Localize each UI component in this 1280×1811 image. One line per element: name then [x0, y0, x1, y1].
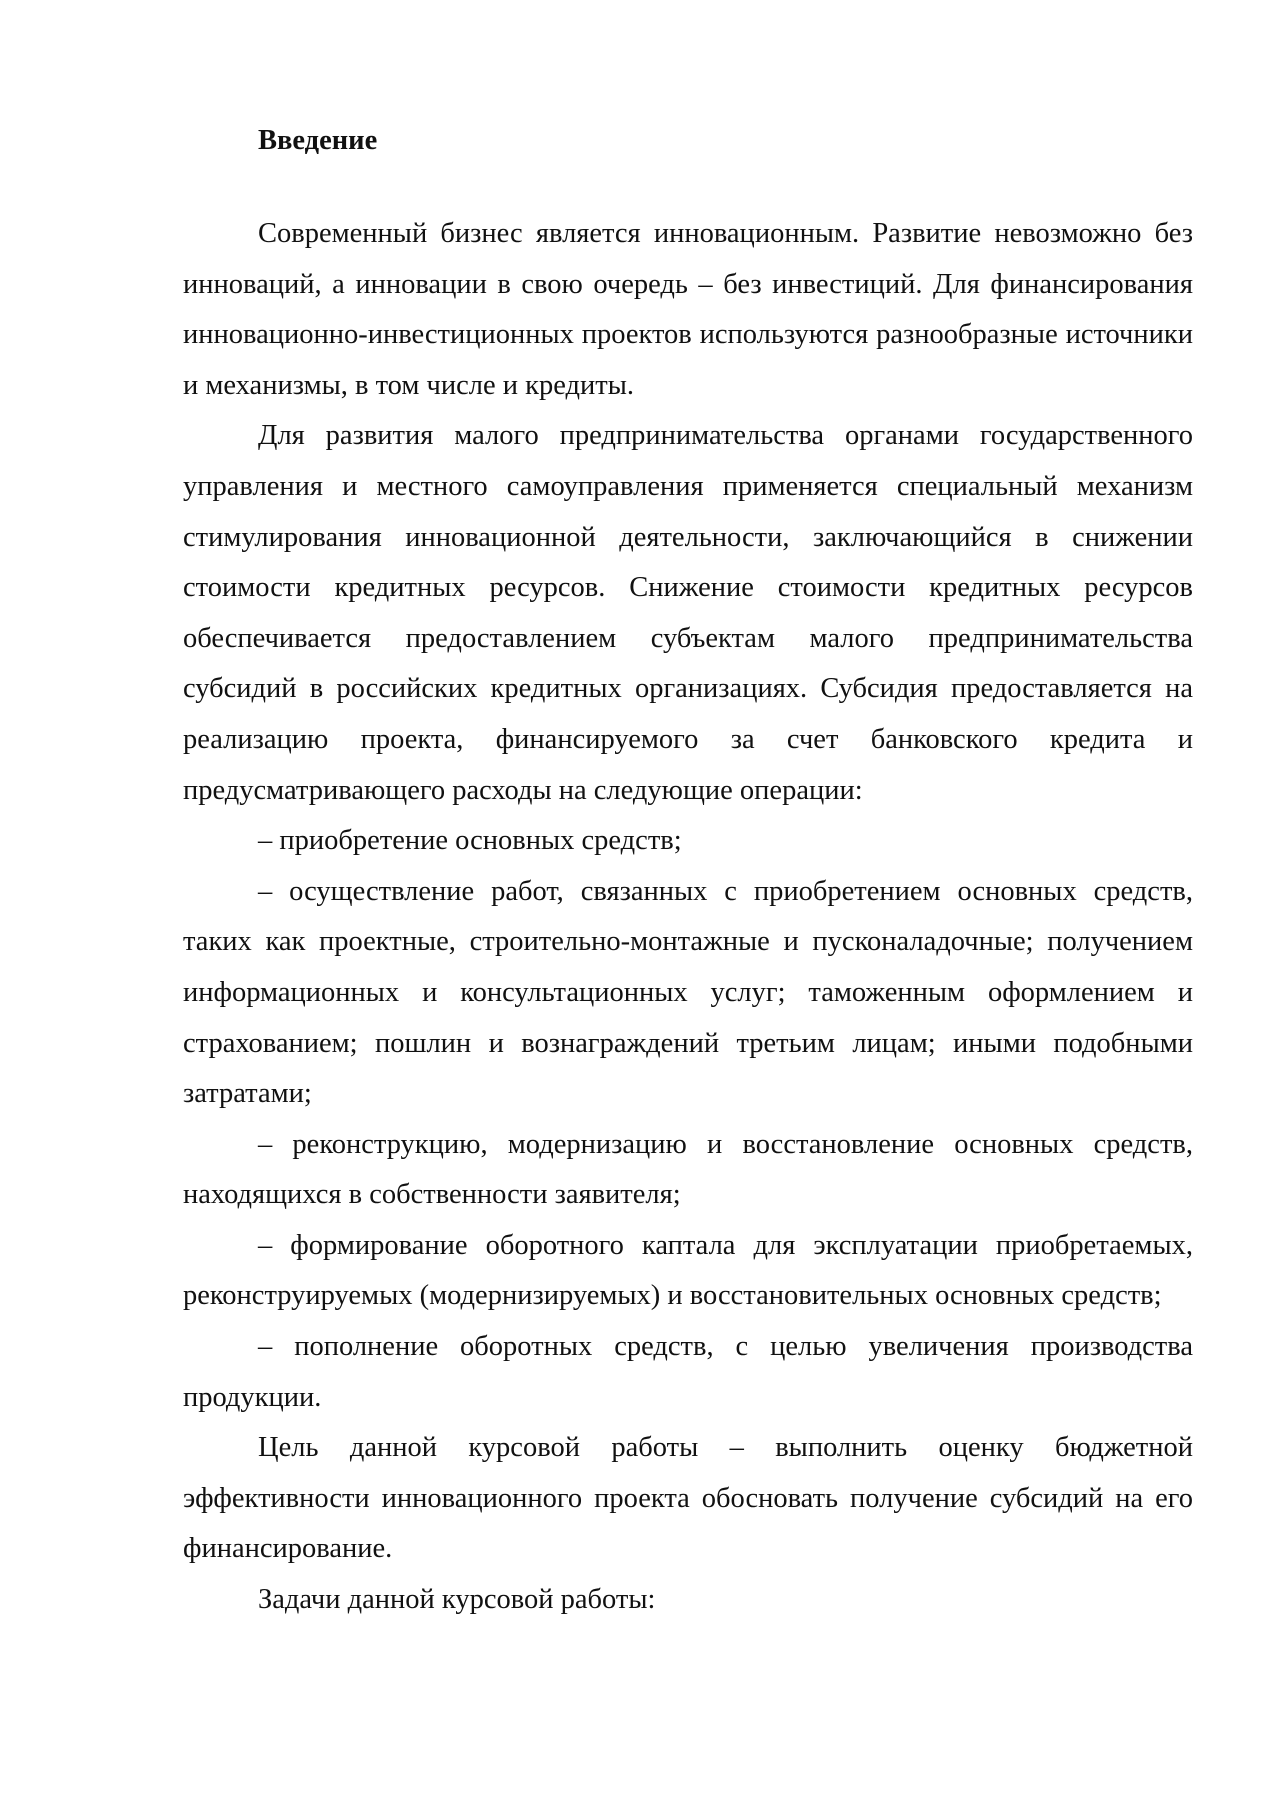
- document-body: [183, 116, 1193, 1626]
- paragraph-tasks: Задачи данной курсовой работы:: [258, 1584, 656, 1616]
- document-title: Введение: [258, 125, 378, 156]
- list-item-replenishment: – пополнение оборотных средств, с целью увеличения производства продукции.: [183, 1331, 1193, 1413]
- list-item-fixed-assets: – приобретение основных средств;: [258, 825, 682, 857]
- paragraph-intro: Современный бизнес является инновационным. Развитие невозможно без инноваций, а инновации в свою очередь – без инвестиций. Для финансирования инновационно-инвестиционных проектов используются разнообразные источники и механизмы, в том числе и кредиты.: [183, 218, 1193, 401]
- list-item-reconstruction: – реконструкцию, модернизацию и восстановление основных средств, находящихся в собственности заявителя;: [183, 1128, 1193, 1211]
- list-item-works: – осуществление работ, связанных с приобретением основных средств, таких как проектные, строительно-монтажные и пусконаладочные; получением информационных и консультационных услуг; таможенным оформлением и страхованием; пошлин и вознаграждений третьим лицам; иными подобными затратами;: [183, 875, 1193, 1110]
- paragraph-subsidy-mechanism: Для развития малого предпринимательства органами государственного управления и местного самоуправления применяется специальный механизм стимулирования инновационной деятельности, заключающийся в снижении стоимости кредитных ресурсов. Снижение стоимости кредитных ресурсов обеспечивается предоставлением субъектам малого предпринимательства субсидий в российских кредитных организациях. Субсидия предоставляется на реализацию проекта, финансируемого за счет банковского кредита и предусматривающего расходы на следующие операции:: [183, 420, 1193, 806]
- paragraph-goal: Цель данной курсовой работы – выполнить оценку бюджетной эффективности инновационного проекта обосновать получение субсидий на его финансирование.: [183, 1432, 1193, 1565]
- list-item-working-capital: – формирование оборотного каптала для эксплуатации приобретаемых, реконструируемых (модернизируемых) и восстановительных основных средств;: [183, 1229, 1193, 1312]
